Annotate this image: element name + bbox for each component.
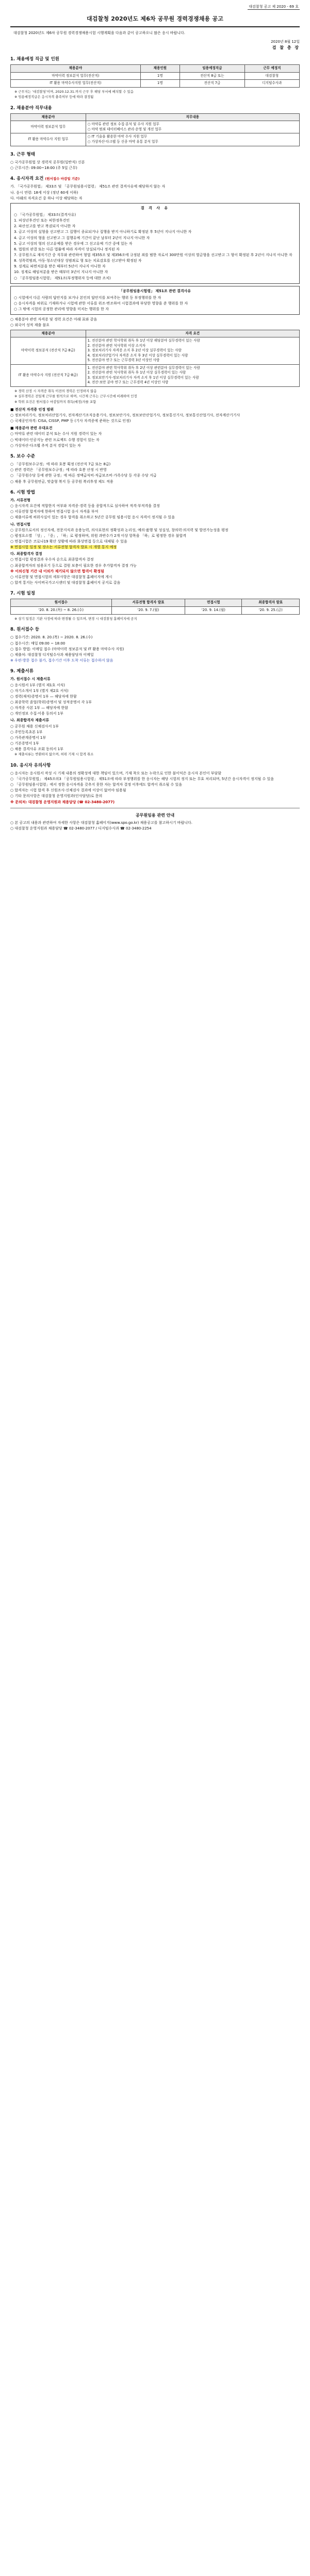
section-10-title: 10. 응시자 유의사항 bbox=[10, 762, 51, 768]
list-item: ○ 서류전형 합격자에 한하여 면접시험 응시 자격을 부여 bbox=[10, 510, 99, 514]
list-item: ○ 응시원서 1부 (별지 제1호 서식) bbox=[10, 683, 65, 687]
list-item: ○ 근무시간: 09:00~18:00 (주 5일 근무) bbox=[10, 166, 77, 171]
table-row bbox=[11, 72, 300, 80]
list-item: ○ 제출서류에 허위사실이 있는 경우 합격을 취소하고 5년간 공무원 임용시험 응시 자격이 정지될 수 있음 bbox=[10, 515, 175, 520]
box-title: 「공무원임용시험령」 제51조 관련 결격사유 bbox=[119, 289, 191, 293]
table-cell: 디지털수사과 bbox=[244, 80, 299, 88]
deadline-tag: (원서접수 마감일 기준) bbox=[45, 177, 80, 181]
list-item: ○ 면접시험 평정결과 우수자 순으로 최종합격자 결정 bbox=[10, 557, 94, 562]
section-6-title: 6. 시험 방법 bbox=[10, 489, 35, 495]
table-cell: 1명 bbox=[140, 80, 180, 88]
list-item: ○ 최종합격자의 임용포기 등으로 결원 보충이 필요한 경우 추가합격자 결정 가능 bbox=[10, 563, 137, 568]
sub-heading: 나. 최종합격자 제출서류 bbox=[10, 718, 50, 723]
list-item: ○ 주민등록초본 1부 bbox=[10, 730, 43, 734]
list-item: ○ 접수기간: 2020. 8. 20.(목) ~ 2020. 8. 26.(수) bbox=[10, 635, 93, 640]
title-divider bbox=[10, 26, 300, 27]
list-item: ○ 「공무원임용시험령」에서 정한 응시자격을 갖추지 못한 자는 합격자 결정 이후에도 합격이 취소될 수 있음 bbox=[10, 783, 183, 787]
box-title: 결 격 사 유 bbox=[140, 206, 170, 210]
col-header: 직무내용 bbox=[86, 113, 299, 121]
col-header: 임용예정직급 bbox=[180, 65, 244, 73]
table-cell: IT 활용 마약수사 지원 업무 bbox=[11, 133, 86, 146]
list-heading: ■ 채용분야 관련 우대요건 bbox=[10, 426, 53, 431]
table-cell: '20. 9. 14.(월) bbox=[185, 607, 242, 615]
issuer: 검 찰 총 장 bbox=[272, 45, 300, 50]
list-item: ○ 경력(재직)증명서 1부 — 해당자에 한함 bbox=[10, 694, 77, 699]
col-header: 면접시험 bbox=[185, 599, 242, 607]
sub-heading: 가. 서류전형 bbox=[10, 498, 30, 503]
sub-heading: 가. 원서접수 시 제출서류 bbox=[10, 677, 51, 682]
col-header: 근무 예정지 bbox=[244, 65, 299, 73]
list-item: 6. 법원의 판결 또는 다른 법률에 따라 자격이 상실되거나 정지된 자 bbox=[14, 247, 120, 251]
list-item: 1. 피성년후견인 또는 피한정후견인 bbox=[14, 218, 70, 223]
list-item: ○ 「국가공무원법」 제33조(결격사유) bbox=[14, 213, 76, 217]
list-item: ○ 「국가공무원법」 제45조의3 「공무원임용시험령」 제51조에 따라 부정행위를 한 응시자는 해당 시험의 정지 또는 무효 처리되며, 5년간 응시자격이 정지될 수 있음 bbox=[10, 777, 274, 782]
table-cell: '20. 8. 20.(목) ~ 8. 26.(수) bbox=[11, 607, 112, 615]
list-item: 10. 징계로 해임처분을 받은 때부터 3년이 지나지 아니한 자 bbox=[14, 270, 108, 275]
col-header: 채용분야 bbox=[11, 65, 141, 73]
warning-note: ※ 이의신청 기간 내 이의가 제기되지 않으면 합격이 확정됨 bbox=[10, 569, 104, 573]
list-item: 8. 성폭력범죄, 아동·청소년대상 성범죄로 형 또는 치료감호를 선고받아 확정된 자 bbox=[14, 259, 142, 263]
note: ※ 근무지는 ‘대검찰청’이며, 2020.12.31.까지 근무 후 해당 부서에 배치할 수 있음 bbox=[14, 89, 134, 94]
page-title: 대검찰청 2020년도 제6차 공무원 경력경쟁채용 공고 bbox=[86, 15, 224, 23]
list-item: 9. 징계로 파면처분을 받은 때부터 5년이 지나지 아니한 자 bbox=[14, 264, 106, 269]
list-item: ○ 채용분야 관련 자격증 및 경력 요건은 아래 표와 같음 bbox=[10, 317, 97, 322]
table-row bbox=[11, 607, 300, 615]
list-item: ○ 최종학력 졸업(학위)증명서 및 성적증명서 각 1부 bbox=[10, 700, 92, 705]
list-item: ○ 서류전형 및 면접시험의 세부사항은 대검찰청 홈페이지에 게시 bbox=[10, 574, 112, 579]
list-item: 나. 응시 연령: 18세 이상 (정년 60세 이하) bbox=[10, 190, 78, 195]
list-item: ○ 자기소개서 1부 (별지 제2호 서식) bbox=[10, 688, 69, 693]
list-item: ○ 개인정보 수집·이용 동의서 1부 bbox=[10, 711, 63, 716]
contact-line: ※ 문의처: 대검찰청 운영지원과 채용담당 (☎ 02-3480-2077) bbox=[10, 800, 115, 804]
list-item: ○ 합격 통지는 사이버국가고시센터 및 대검찰청 홈페이지 공지로 갈음 bbox=[10, 581, 121, 585]
list-item: ○ 「공무원수당 등에 관한 규정」에 따른 정액급식비·직급보조비·가족수당 등 각종 수당 지급 bbox=[10, 473, 157, 478]
table-cell: 1. 전산분야 관련 학사학위 취득 후 2년 이상 관련분야 실무경력이 있는 사람 2. 전산분야 관련 석사학위 취득 후 1년 이상 실무경력이 있는 사람 3. 정보보안기사·정보처리기사 자격 소지 후 1년 이상 실무경력이 있는 사람 4. 전산·보안 분야 연구 또는 근무경력 4년 이상인 사람 bbox=[86, 364, 299, 386]
col-header: 채용분야 bbox=[11, 330, 86, 337]
table-cell: '20. 9. 7.(월) bbox=[111, 607, 185, 615]
sub-heading: 나. 면접시험 bbox=[10, 522, 30, 527]
list-item: ○ 자격증 사본 1부 — 해당자에 한함 bbox=[10, 706, 69, 710]
table-cell: 마약이력 정보분석 업무(전산직) bbox=[11, 72, 141, 80]
list-item: ○ 합격자는 시험 합격 후 신원조사·신체검사 결과에 이상이 없어야 임용됨 bbox=[10, 788, 126, 793]
list-item: 가. 「국가공무원법」 제33조 및 「공무원임용시험령」 제51조 관련 결격사유에 해당하지 않는 자 bbox=[10, 184, 166, 189]
list-item: ○ 외국어 성적 제출 불요 bbox=[10, 323, 50, 328]
section-1-title: 1. 채용예정 직급 및 인원 bbox=[10, 57, 59, 62]
notice-page bbox=[10, 0, 300, 837]
table-row bbox=[11, 133, 300, 146]
positions-table bbox=[10, 64, 300, 88]
section-9-title: 9. 제출서류 bbox=[10, 669, 34, 674]
list-item: ○ 가상자산·다크웹 추적 분석 경험이 있는 자 bbox=[10, 443, 81, 448]
list-item: 4. 금고 이상의 형을 선고받고 그 집행유예 기간이 끝난 날부터 2년이 지나지 아니한 자 bbox=[14, 235, 150, 240]
note: ※ 우편·방문 접수 불가, 접수기간 이후 도착 서류는 접수하지 않음 bbox=[10, 658, 113, 663]
table-cell: ○ 마약류 관련 정보 수집·분석 및 수사 지원 업무 ○ 마약 범죄 데이터베이스 관리·운영 및 개선 업무 bbox=[86, 121, 299, 133]
note: ※ 경력 산정 시 자격증 취득 이전의 경력은 인정하지 않음 bbox=[14, 389, 97, 394]
schedule-table bbox=[10, 599, 300, 614]
list-item: ○ 공무원으로서의 정신자세, 전문지식과 응용능력, 의사표현의 정확성과 논리성, 예의·품행 및 성실성, 창의력·의지력 및 발전가능성을 평정 bbox=[10, 528, 229, 532]
table-cell: 대검찰청 bbox=[244, 72, 299, 80]
list-item: ○ 「공무원보수규정」에 따라 호봉 획정 (전산직 7급 또는 8급) bbox=[10, 462, 111, 467]
disqualification-box bbox=[10, 203, 300, 284]
list-item: 다. 아래의 자격요건 중 하나 이상 해당하는 자 bbox=[10, 196, 83, 200]
col-header: 서류전형 합격자 발표 bbox=[111, 599, 185, 607]
section-3-title: 3. 근무 형태 bbox=[10, 151, 35, 157]
list-item: ○ 국제공인자격: CISA, CISSP, PMP 등 (기사 자격증에 준하는 것으로 인정) bbox=[10, 419, 131, 423]
list-item: ○ 시험에서 다른 사람의 답안지를 보거나 본인의 답안지를 보여주는 행위 등 부정행위를 한 자 bbox=[14, 295, 161, 300]
list-item: ○ 그 밖에 시험의 공정한 관리에 영향을 미치는 행위를 한 자 bbox=[14, 307, 109, 312]
list-item: ○ 응시자는 응시원서 작성 시 기재 내용의 정확성에 대한 책임이 있으며, 기재 착오 또는 누락으로 인한 불이익은 응시자 본인이 부담함 bbox=[10, 771, 221, 775]
col-header: 채용인원 bbox=[140, 65, 180, 73]
table-cell: 마약이력 정보분석 (전산직 7급·8급) bbox=[11, 337, 86, 365]
note: ※ 임용예정직급은 응시자격 충족여부 등에 따라 결정됨 bbox=[14, 95, 94, 99]
list-item: ○ 제출처: 대검찰청 디지털수사과 채용담당자 이메일 bbox=[10, 652, 94, 657]
col-header: 원서접수 bbox=[11, 599, 112, 607]
notice-number: 대검찰청 공고 제 2020 - 69 호 bbox=[10, 3, 300, 13]
col-header: 채용분야 bbox=[11, 113, 86, 121]
note: ※ 실무경력은 전일제 근무를 원칙으로 하며, 시간제 근무는 근무시간에 비례하여 인정 bbox=[14, 394, 137, 399]
list-item: ○ 빅데이터·인공지능 관련 프로젝트 수행 경험이 있는 자 bbox=[10, 437, 100, 442]
col-header: 자격 요건 bbox=[86, 330, 299, 337]
table-cell: IT 활용 마약수사 지원 (전산직 7급·8급) bbox=[11, 364, 86, 386]
list-item: ○ 본 공고의 내용과 관련하여 자세한 사항은 대검찰청 홈페이지(www.spo.go.kr) 채용공고를 참고하시기 바랍니다. bbox=[10, 821, 192, 825]
intro-text: 대검찰청 2020년도 제6차 공무원 경력경쟁채용시험 시행계획을 다음과 같이 공고하오니 많은 응시 바랍니다. bbox=[13, 31, 185, 36]
list-item: ○ 면접시험은 코로나19 확산 상황에 따라 화상면접 등으로 대체될 수 있음 bbox=[10, 539, 127, 544]
list-item: 3. 금고 이상의 실형을 선고받고 그 집행이 종료되거나 집행을 받지 아니하기로 확정된 후 5년이 지나지 아니한 자 bbox=[14, 230, 192, 234]
list-item: ○ 기타 문의사항은 대검찰청 운영지원과(인사담당)로 문의 bbox=[10, 794, 103, 799]
list-item: 5. 금고 이상의 형의 선고유예를 받은 경우에 그 선고유예 기간 중에 있는 자 bbox=[14, 241, 133, 246]
table-row bbox=[11, 337, 300, 365]
list-item: ○ 채용 결격사유 조회 동의서 1부 bbox=[10, 747, 63, 752]
list-item: ○ 응시자격을 허위로 기재하거나 시험에 관한 서류를 위조·변조하여 시험결과에 부당한 영향을 준 행위를 한 자 bbox=[14, 301, 188, 306]
exam-rule-box bbox=[10, 286, 300, 315]
footer-title: 공무원임용 관련 안내 bbox=[135, 812, 175, 818]
requirements-table bbox=[10, 330, 300, 387]
list-item: 2. 파산선고를 받고 복권되지 아니한 자 bbox=[14, 224, 76, 229]
list-item: ○ 마약류 관련 데이터 분석 또는 수사 지원 경력이 있는 자 bbox=[10, 432, 102, 436]
list-item: ○ 응시자격 요건에 적합한지 여부와 자격증·경력 등을 종합적으로 심사하여 적격·부적격을 결정 bbox=[10, 504, 160, 509]
table-cell: 전산직 8급 또는 bbox=[180, 72, 244, 80]
note: ※ 상기 일정은 기관 사정에 따라 변경될 수 있으며, 변경 시 대검찰청 홈페이지에 공지 bbox=[14, 616, 137, 621]
table-cell: 1. 전산분야 관련 학사학위 취득 후 1년 이상 해당분야 실무경력이 있는 사람 2. 전산분야 관련 석사학위 이상 소지자 3. 정보처리기사 자격증 소지 후 2년 이상 실무경력이 있는 사람 4. 정보처리산업기사 자격증 소지 후 3년 이상 실무경력이 있는 사람 5. 전산분야 연구 또는 근무경력 3년 이상인 사람 bbox=[86, 337, 299, 365]
list-item: ○ 정보처리기사, 정보처리산업기사, 전자계산기조직응용기사, 정보보안기사, 정보보안산업기사, 정보통신기사, 정보통신산업기사, 전자계산기기사 bbox=[10, 413, 240, 418]
list-item: ○ 기본증명서 1부 bbox=[10, 741, 39, 746]
list-heading: ■ 전산직 자격증 인정 범위 bbox=[10, 407, 54, 412]
table-row bbox=[11, 80, 300, 88]
section-5-title: 5. 보수 수준 bbox=[10, 453, 35, 459]
list-item: ○ 채용 후 공무원연금, 맞춤형 복지 등 공무원 복리후생 제도 적용 bbox=[10, 479, 113, 484]
table-row bbox=[11, 121, 300, 133]
sub-heading: 다. 최종합격자 결정 bbox=[10, 552, 42, 556]
section-2-title: 2. 채용분야 직무내용 bbox=[10, 105, 52, 111]
duties-table bbox=[10, 113, 300, 146]
col-header: 최종합격자 발표 bbox=[242, 599, 300, 607]
list-item: 7. 공무원으로 재직기간 중 직무와 관련하여 형법 제355조 및 제356조에 규정된 죄를 범한 자로서 300만원 이상의 벌금형을 선고받고 그 형이 확정된 후 2년이 지나지 아니한 자 bbox=[14, 253, 292, 258]
notice-date: 2020년 8월 12일 bbox=[271, 40, 300, 44]
list-item: ○ 접수 방법: 이메일 접수 (마약이력 정보분석 및 IT 활용 마약수사 지원) bbox=[10, 647, 124, 651]
table-cell: 1명 bbox=[140, 72, 180, 80]
section-8-title: 8. 원서접수 등 bbox=[10, 627, 40, 633]
list-item: ○ 국가공무원법 상 경력직 공무원(일반직) 신분 bbox=[10, 160, 85, 164]
table-cell: '20. 9. 25.(금) bbox=[242, 607, 300, 615]
table-cell: 전산직 7급 bbox=[180, 80, 244, 88]
list-item: ○ 「공무원임용시험령」 제51조(부정행위자 등에 대한 조치) bbox=[14, 276, 111, 280]
highlighted-note: ※ 면접시험 일정 및 장소는 서류전형 합격자 발표 시 개별 통지 예정 bbox=[10, 545, 117, 550]
list-item: ○ 관련 경력은 「공무원보수규정」에 따라 호봉 산정 시 반영 bbox=[10, 468, 107, 472]
list-item: ○ 공무원 채용 신체검사서 1부 bbox=[10, 724, 59, 728]
list-item: ○ 가족관계증명서 1부 bbox=[10, 735, 46, 740]
table-cell: ○ IT 기술을 활용한 마약 수사 지원 업무 ○ 가상자산·다크웹 등 신종 마약 유통 분석 업무 bbox=[86, 133, 299, 146]
note: ※ 제출서류는 반환하지 않으며, 허위 기재 시 합격 취소 bbox=[14, 752, 94, 757]
table-row bbox=[11, 364, 300, 386]
section-7-title: 7. 시험 일정 bbox=[10, 591, 35, 597]
list-item: ○ 접수시간: 매일 09:00 ~ 18:00 bbox=[10, 641, 66, 646]
section-4-title: 4. 응시자격 요건 (원서접수 마감일 기준) bbox=[10, 176, 80, 182]
list-item: ○ 대검찰청 운영지원과 채용담당 ☎ 02-3480-2077 / 디지털수사과 ☎ 02-3480-2254 bbox=[10, 826, 152, 831]
table-cell: IT 활용 마약수사지원 업무(전산직) bbox=[11, 80, 141, 88]
table-cell: 마약이력 정보분석 업무 bbox=[11, 121, 86, 133]
note: ※ 학위 요건은 원서접수 마감일까지 취득(예정)자를 포함 bbox=[14, 399, 96, 404]
list-item: ○ 평정요소별 「상」, 「중」, 「하」로 평정하며, 위원 과반수가 2개 이상 항목을 「하」로 평정한 경우 불합격 bbox=[10, 533, 187, 538]
